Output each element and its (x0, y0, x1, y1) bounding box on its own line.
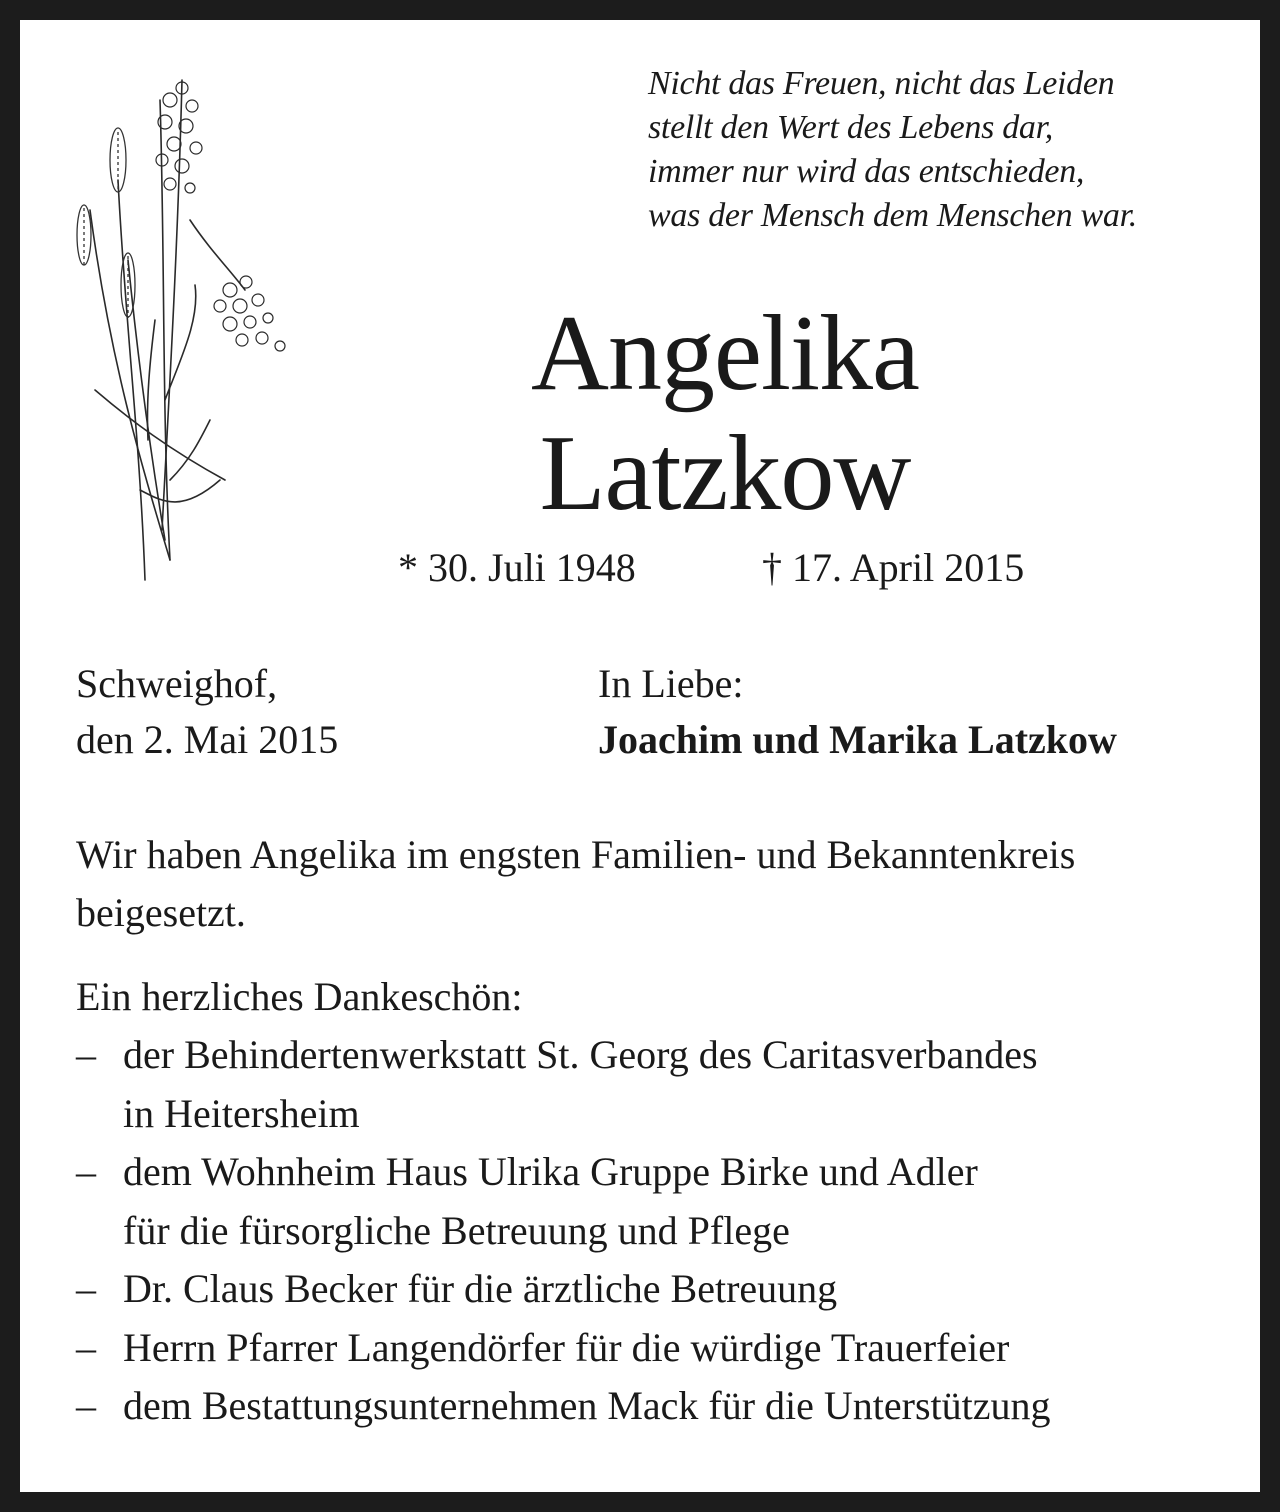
list-item-line: Dr. Claus Becker für die ärztliche Betreuung (123, 1266, 838, 1311)
deceased-first-name: Angelika (531, 294, 919, 413)
list-item (76, 1026, 1226, 1143)
quote-line: stellt den Wert des Lebens dar, (648, 109, 1053, 146)
quote-line: immer nur wird das entschieden, (648, 153, 1085, 190)
list-item-line: Herrn Pfarrer Langendörfer für die würdige Trauerfeier (123, 1324, 1010, 1370)
death-date: † 17. April 2015 (762, 545, 1025, 590)
date-line: den 2. Mai 2015 (76, 717, 339, 762)
family-names: Joachim und Marika Latzkow (598, 717, 1117, 762)
list-item-line: der Behindertenwerkstatt St. Georg des Caritasverbandes (123, 1032, 1038, 1077)
quote-line: was der Mensch dem Menschen war. (648, 197, 1137, 234)
thanks-list (76, 1026, 1226, 1436)
list-item (76, 1319, 1226, 1378)
dash-bullet: – (76, 1032, 96, 1077)
burial-note: Wir haben Angelika im engsten Familien- und Bekanntenkreis beigesetzt. (76, 832, 1076, 935)
dash-bullet: – (76, 1149, 96, 1194)
family-label: In Liebe: (598, 661, 744, 706)
deceased-last-name: Latzkow (539, 414, 911, 533)
list-item-line: dem Bestattungsunternehmen Mack für die Unterstützung (123, 1383, 1051, 1428)
thanks-title: Ein herzliches Dankeschön: (76, 974, 523, 1019)
memorial-quote (648, 62, 1228, 238)
dash-bullet: – (76, 1383, 96, 1428)
grass-illustration-icon (70, 60, 310, 590)
list-item-line: für die fürsorgliche Betreuung und Pflege (123, 1207, 790, 1253)
place-line: Schweighof, (76, 661, 278, 706)
list-item (76, 1260, 1226, 1319)
place-and-date (76, 656, 338, 768)
list-item (76, 1143, 1226, 1260)
list-item-line: in Heitersheim (123, 1090, 360, 1136)
birth-date: * 30. Juli 1948 (398, 545, 636, 590)
quote-line: Nicht das Freuen, nicht das Leiden (648, 65, 1115, 102)
list-item-line: dem Wohnheim Haus Ulrika Gruppe Birke und Adler (123, 1149, 978, 1194)
list-item (76, 1377, 1226, 1436)
family-signature (598, 656, 1117, 768)
dash-bullet: – (76, 1266, 96, 1311)
dash-bullet: – (76, 1324, 96, 1370)
